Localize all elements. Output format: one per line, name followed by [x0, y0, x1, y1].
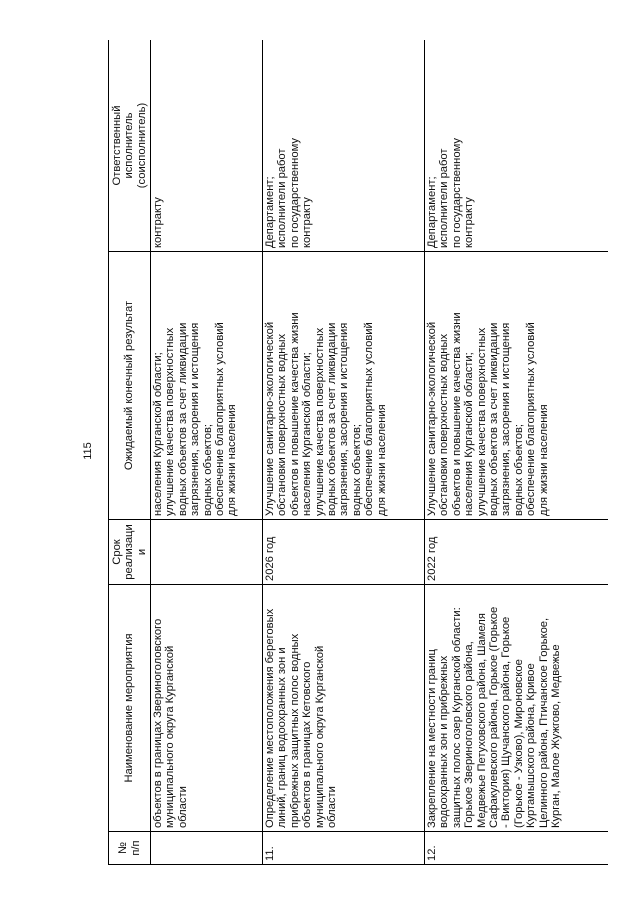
cell-responsible: Департамент; исполнители работ по государственному контракту — [263, 40, 425, 252]
cell-term: 2022 год — [425, 520, 609, 585]
header-measure-name: Наименование мероприятия — [109, 585, 151, 832]
cell-expected-result: населения Курганской области; улучшение качества поверхностных водных объектов за счет ликвидации загрязнения, засорения и истощения водных объектов; обеспечение благоприятных условий для жизни населения — [151, 252, 263, 520]
cell-term: 2026 год — [263, 520, 425, 585]
cell-number: 12. — [425, 832, 609, 865]
page-number: 115 — [82, 442, 94, 460]
header-responsible: Ответственный исполнитель (соисполнитель) — [109, 40, 151, 252]
cell-responsible: Департамент; исполнители работ по государственному контракту — [425, 40, 609, 252]
cell-term — [151, 520, 263, 585]
measures-table — [108, 40, 608, 865]
table-row — [151, 40, 263, 865]
cell-measure-name: Определение местоположения береговых линий, границ водоохранных зон и прибрежных защитных полос водных объектов в границах Кетовского муниципального округа Курганской области — [263, 585, 425, 832]
cell-measure-name: Закрепление на местности границ водоохранных зон и прибрежных защитных полос озер Курганской области: Горькое Звериноголовского района, Медвежье Петуховского района, Шамеля Сафакулевского района, Горькое (Горькое - Виктория) Щучанского района, Горькое (Горькое - Узково), Мироновское Куртамышского района, Кривое Целинного района, Птичанское Горькое, Курган, Малое Жужгово, Медвежье — [425, 585, 609, 832]
cell-number: 11. — [263, 832, 425, 865]
header-expected-result: Ожидаемый конечный результат — [109, 252, 151, 520]
cell-expected-result: Улучшение санитарно-экологической обстановки поверхностных водных объектов и повышение качества жизни населения Курганской области; улучшение качества поверхностных водных объектов за счет ликвидации загрязнения, засорения и истощения водных объектов; обеспечение благоприятных условий для жизни населения — [263, 252, 425, 520]
header-number: № п/п — [109, 832, 151, 865]
header-term: Срок реализации — [109, 520, 151, 585]
cell-measure-name: объектов в границах Звериноголовского муниципального округа Курганской области — [151, 585, 263, 832]
cell-number — [151, 832, 263, 865]
cell-expected-result: Улучшение санитарно-экологической обстановки поверхностных водных объектов и повышение качества жизни населения Курганской области; улучшение качества поверхностных водных объектов за счет ликвидации загрязнения, засорения и истощения водных объектов; обеспечение благоприятных условий для жизни населения — [425, 252, 609, 520]
rotated-table-area — [108, 40, 608, 865]
table-row — [263, 40, 425, 865]
table-header-row — [109, 40, 151, 865]
table-row — [425, 40, 609, 865]
cell-responsible: контракту — [151, 40, 263, 252]
rotated-table-container — [108, 40, 608, 865]
